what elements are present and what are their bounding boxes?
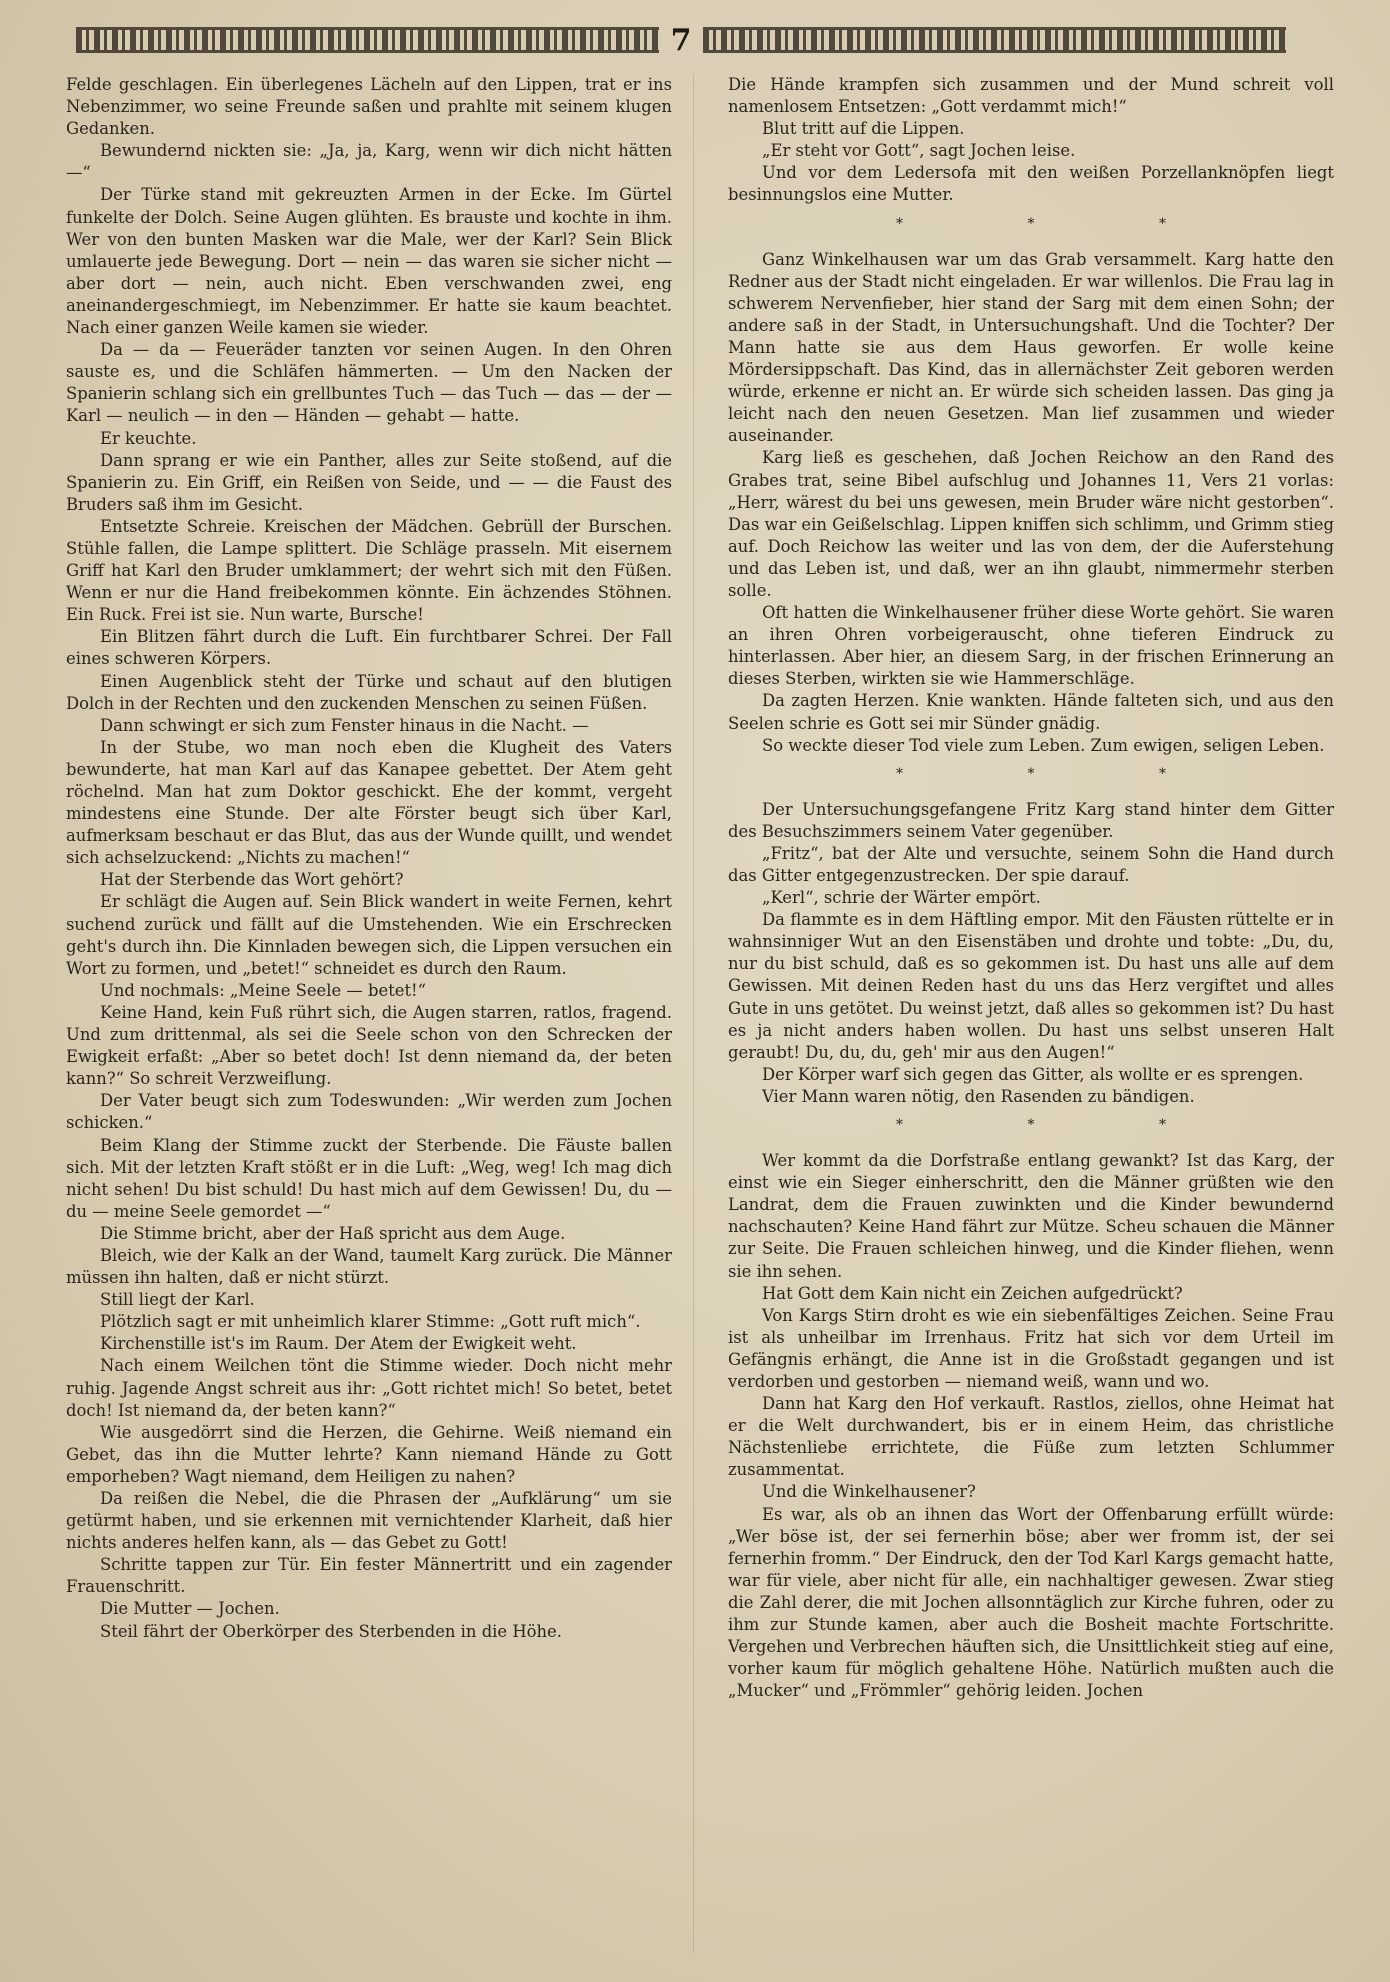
- paragraph: Keine Hand, kein Fuß rührt sich, die Augen starren, ratlos, fragend. Und zum drittenmal, als sei die Seele schon von den Schrecken der Ewigkeit erfaßt: „Aber so betet doch! Ist denn niemand da, der beten kann?“ So schreit Verzweiflung.: [66, 1002, 672, 1089]
- paragraph: Steil fährt der Oberkörper des Sterbenden in die Höhe.: [100, 1621, 562, 1641]
- paragraph: Beim Klang der Stimme zuckt der Sterbende. Die Fäuste ballen sich. Mit der letzten Kraft stößt er in die Luft: „Weg, weg! Ich mag dich nicht sehen! Du bist schuld! Du hast mich auf dem Gewissen! Du, du — du — meine Seele gemordet —“: [66, 1135, 672, 1221]
- paragraph: Die Mutter — Jochen.: [100, 1599, 280, 1619]
- paragraph: Und nochmals: „Meine Seele — betet!“: [100, 980, 427, 1000]
- paragraph: „Kerl“, schrie der Wärter empört.: [762, 888, 1041, 908]
- paragraph: Oft hatten die Winkelhausener früher diese Worte gehört. Sie waren an ihren Ohren vorbeigerauscht, ohne tieferen Eindruck zu hinterlassen. Aber hier, an diesem Sarg, in der frischen Erinnerung an dieses Sterben, wirkten sie wie Hammerschläge.: [728, 603, 1334, 689]
- paragraph: Der Vater beugt sich zum Todeswunden: „Wir werden zum Jochen schicken.“: [66, 1091, 672, 1133]
- paragraph: Ein Blitzen fährt durch die Luft. Ein furchtbarer Schrei. Der Fall eines schweren Körpers.: [66, 627, 672, 669]
- paragraph: Da flammte es in dem Häftling empor. Mit den Fäusten rüttelte er in wahnsinniger Wut an den Eisenstäben und drohte und tobte: „Du, du, nur du bist schuld, daß es so gekommen ist. Du hast uns alle auf dem Gewissen. Mit deinen Reden hast du uns das Herz vergiftet und alles Gute in uns getötet. Du weinst jetzt, daß alles so gekommen ist? Du hast es ja nicht anders haben wollen. Du hast uns selbst unseren Halt geraubt! Du, du, du, geh' mir aus den Augen!“: [728, 910, 1334, 1062]
- page-number: 7: [670, 22, 692, 58]
- paragraph: Karg ließ es geschehen, daß Jochen Reichow an den Rand des Grabes trat, seine Bibel aufschlug und Johannes 11, Vers 21 vorlas: „Herr, wärest du bei uns gewesen, mein Bruder wäre nicht gestorben“. Das war ein Geißelschlag. Lippen kniffen sich schlimm, und Grimm stieg auf. Doch Reichow las weiter und las von dem, der die Auferstehung und das Leben ist, und daß, wer an ihn glaubt, nimmermehr sterben solle.: [728, 448, 1334, 600]
- section-divider: * * *: [896, 1117, 1226, 1134]
- paragraph: Der Körper warf sich gegen das Gitter, als wollte er es sprengen.: [762, 1064, 1304, 1084]
- paragraph: Felde geschlagen. Ein überlegenes Lächeln auf den Lippen, trat er ins Nebenzimmer, wo seine Freunde saßen und prahlte mit seinem klugen Gedanken.: [66, 75, 672, 139]
- paragraph: Nach einem Weilchen tönt die Stimme wieder. Doch nicht mehr ruhig. Jagende Angst schreit aus ihr: „Gott richtet mich! So betet, betet doch! Ist niemand da, der beten kann?“: [66, 1356, 672, 1420]
- paragraph: „Er steht vor Gott“, sagt Jochen leise.: [762, 141, 1076, 161]
- paragraph: Der Untersuchungsgefangene Fritz Karg stand hinter dem Gitter des Besuchszimmers seinem Vater gegenüber.: [728, 799, 1334, 841]
- paragraph: Da — da — Feueräder tanzten vor seinen Augen. In den Ohren sauste es, und die Schläfen hämmerten. — Um den Nacken der Spanierin schlang sich ein grellbuntes Tuch — das Tuch — das — der — Karl — neulich — in den — Händen — gehabt — hatte.: [66, 340, 672, 426]
- paragraph: Hat Gott dem Kain nicht ein Zeichen aufgedrückt?: [762, 1283, 1183, 1303]
- paragraph: Kirchenstille ist's im Raum. Der Atem der Ewigkeit weht.: [100, 1334, 577, 1354]
- left-column: [66, 74, 672, 1964]
- paragraph: Da zagten Herzen. Knie wankten. Hände falteten sich, und aus den Seelen schrie es Gott sei mir Sünder gnädig.: [728, 691, 1334, 733]
- paragraph: Bewundernd nickten sie: „Ja, ja, Karg, wenn wir dich nicht hätten —“: [66, 141, 672, 183]
- paragraph: In der Stube, wo man noch eben die Klugheit des Vaters bewunderte, hat man Karl auf das Kanapee gebettet. Der Atem geht röchelnd. Man hat zum Doktor geschickt. Ehe der kommt, vergeht mindestens eine Stunde. Der alte Förster beugt sich über Karl, aufmerksam beschaut er das Blut, das aus der Wunde quillt, und wendet sich achselzuckend: „Nichts zu machen!“: [66, 737, 672, 868]
- paragraph: Still liegt der Karl.: [100, 1290, 255, 1310]
- paragraph: Und die Winkelhausener?: [762, 1482, 976, 1502]
- paragraph: Entsetzte Schreie. Kreischen der Mädchen. Gebrüll der Burschen. Stühle fallen, die Lampe splittert. Die Schläge prasseln. Mit eisernem Griff hat Karl den Bruder umklammert; der wehrt sich mit den Füßen. Wenn er nur die Hand freibekommen könnte. Ein ächzendes Stöhnen. Ein Ruck. Frei ist sie. Nun warte, Bursche!: [66, 516, 672, 625]
- paragraph: Vier Mann waren nötig, den Rasenden zu bändigen.: [762, 1086, 1195, 1106]
- paragraph: So weckte dieser Tod viele zum Leben. Zum ewigen, seligen Leben.: [762, 735, 1325, 755]
- paragraph: Wie ausgedörrt sind die Herzen, die Gehirne. Weiß niemand ein Gebet, das ihn die Mutter lehrte? Kann niemand Hände zu Gott emporheben? Wagt niemand, dem Heiligen zu nahen?: [66, 1422, 672, 1486]
- page-header: [76, 22, 1286, 58]
- paragraph: Dann sprang er wie ein Panther, alles zur Seite stoßend, auf die Spanierin zu. Ein Griff, ein Reißen von Seide, und — — die Faust des Bruders saß ihm im Gesicht.: [66, 450, 672, 514]
- paragraph: Wer kommt da die Dorfstraße entlang gewankt? Ist das Karg, der einst wie ein Sieger einherschritt, den die Männer grüßten wie den Landrat, dem die Frauen zuwinkten und die Kinder bewundernd nachschauten? Keine Hand fährt zur Mütze. Scheu schauen die Männer zur Seite. Die Frauen schleichen hinweg, und die Kinder fliehen, wenn sie ihn sehen.: [728, 1151, 1334, 1281]
- paragraph: Da reißen die Nebel, die die Phrasen der „Aufklärung“ um sie getürmt haben, und sie erkennen mit vernichtender Klarheit, daß hier nichts anderes helfen kann, als — das Gebet zu Gott!: [66, 1489, 672, 1553]
- paragraph: Blut tritt auf die Lippen.: [762, 119, 965, 139]
- paragraph: Einen Augenblick steht der Türke und schaut auf den blutigen Dolch in der Rechten und den zuckenden Menschen zu seinen Füßen.: [66, 671, 672, 713]
- right-column: [728, 74, 1334, 1964]
- paragraph: Dann hat Karg den Hof verkauft. Rastlos, ziellos, ohne Heimat hat er die Welt durchwandert, bis er in einem Heim, das christliche Nächstenliebe errichtete, die Füße zum letzten Schlummer zusammentat.: [728, 1394, 1334, 1480]
- text-columns: [66, 74, 1334, 1964]
- paragraph: Er schlägt die Augen auf. Sein Blick wandert in weite Fernen, kehrt suchend zurück und fällt auf die Umstehenden. Wie ein Erschrecken geht's durch ihn. Die Kinnladen bewegen sich, die Lippen versuchen ein Wort zu formen, und „betet!“ schneidet es durch den Raum.: [66, 892, 672, 978]
- paragraph: „Fritz“, bat der Alte und versuchte, seinem Sohn die Hand durch das Gitter entgegenzustrecken. Der spie darauf.: [728, 843, 1334, 885]
- paragraph: Dann schwingt er sich zum Fenster hinaus in die Nacht. —: [100, 715, 589, 735]
- section-divider: * * *: [896, 765, 1226, 782]
- paragraph: Es war, als ob an ihnen das Wort der Offenbarung erfüllt würde: „Wer böse ist, der sei fernerhin böse; aber wer fromm ist, der sei fernerhin fromm.“ Der Eindruck, den der Tod Karl Kargs gemacht hatte, war für viele, aber nicht für alle, ein nachhaltiger gewesen. Zwar stieg die Zahl derer, die mit Jochen allsonntäglich zur Kirche fuhren, oder zu ihm zur Stunde kamen, aber auch die Bosheit machte Fortschritte. Vergehen und Verbrechen häuften sich, die Unsittlichkeit stieg auf eine, vorher kaum für möglich gehaltene Höhe. Natürlich mußten auch die „Mucker“ und „Frömmler“ gehörig leiden. Jochen: [728, 1504, 1334, 1701]
- paragraph: Bleich, wie der Kalk an der Wand, taumelt Karg zurück. Die Männer müssen ihn halten, daß er nicht stürzt.: [66, 1245, 672, 1288]
- header-ornament-left: [76, 27, 659, 53]
- paragraph: Schritte tappen zur Tür. Ein fester Männertritt und ein zagender Frauenschritt.: [66, 1555, 672, 1597]
- paragraph: Die Stimme bricht, aber der Haß spricht aus dem Auge.: [100, 1223, 566, 1243]
- paragraph: Plötzlich sagt er mit unheimlich klarer Stimme: „Gott ruft mich“.: [100, 1312, 641, 1332]
- paragraph: Ganz Winkelhausen war um das Grab versammelt. Karg hatte den Redner aus der Stadt nicht eingeladen. Er war willenlos. Die Frau lag in schwerem Nervenfieber, hier stand der Sarg mit dem einen Sohn; der andere saß in der Stadt, in Untersuchungshaft. Und die Tochter? Der Mann hatte sie aus dem Haus geworfen. Er wolle keine Mördersippschaft. Das Kind, das in allernächster Zeit geboren werden würde, erkenne er nicht an. Er würde sich scheiden lassen. Das ging ja leicht nach den neuen Gesetzen. Man lief zusammen und wieder auseinander.: [728, 249, 1334, 446]
- paragraph: Hat der Sterbende das Wort gehört?: [100, 870, 404, 890]
- paragraph: Von Kargs Stirn droht es wie ein siebenfältiges Zeichen. Seine Frau ist als unheilbar im Irrenhaus. Fritz hat sich vor dem Urteil im Gefängnis erhängt, die Anne ist in die Großstadt gegangen und ist verdorben und gestorben — niemand weiß, wann und wo.: [728, 1305, 1334, 1391]
- paragraph: Die Hände krampfen sich zusammen und der Mund schreit voll namenlosem Entsetzen: „Gott verdammt mich!“: [728, 75, 1334, 117]
- header-ornament-right: [703, 27, 1286, 53]
- paragraph: Und vor dem Ledersofa mit den weißen Porzellanknöpfen liegt besinnungslos eine Mutter.: [728, 163, 1334, 205]
- section-divider: * * *: [896, 215, 1226, 232]
- paragraph: Der Türke stand mit gekreuzten Armen in der Ecke. Im Gürtel funkelte der Dolch. Seine Augen glühten. Es brauste und kochte in ihm. Wer von den bunten Masken war die Male, wer der Karl? Sein Blick umlauerte jede Bewegung. Dort — nein — das waren sie sicher nicht — aber dort — nein, auch nicht. Eben verschwanden zwei, eng aneinandergeschmiegt, im Nebenzimmer. Er hatte sie kaum beachtet. Nach einer ganzen Weile kamen sie wieder.: [66, 185, 672, 338]
- paragraph: Er keuchte.: [100, 428, 197, 448]
